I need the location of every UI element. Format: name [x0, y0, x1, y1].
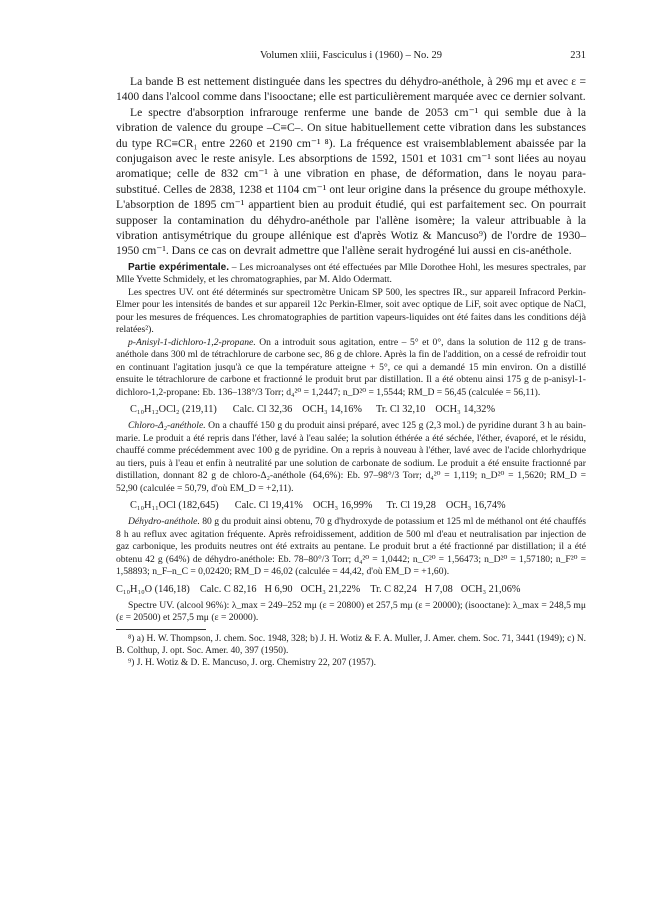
- found-value: Tr. Cl 32,10: [375, 404, 426, 416]
- prep-text-1: On a introduit sous agitation, entre – 5° et 0°, dans la solution de 112 g de trans-anéthole dans 300 ml de tétrachlorure de carbone sec, 86 g de chlore. Après la fin de l'addition, on a cessé de refroidir tout en continuant l'agitation jusqu'à ce que la température atteigne + 5°, ce qui a demandé 15 min environ. On a distillé ensuite le tétrachlorure de carbone et fractionné le produit brut par distillation. Il a été obtenu ainsi 175 g de p-anisyl-1-dichloro-1,2-propane: Eb. 136–138°/3 Torr; d₄²⁰ = 1,2447; n_D²⁰ = 1,5544; RM_D = 56,45 (calculée = 56,11).: [116, 336, 586, 398]
- prep-paragraph-2: [116, 420, 586, 495]
- found-value: OCH₃ 16,74%: [445, 500, 506, 512]
- analysis-line-1: [116, 401, 586, 418]
- calc-value: OCH₃ 21,22%: [300, 583, 361, 595]
- footnote-8: ⁸) a) H. W. Thompson, J. chem. Soc. 1948, 328; b) J. H. Wotiz & F. A. Muller, J. Amer. chem. Soc. 71, 3441 (1949); c) N. B. Colthup, J. opt. Soc. Amer. 40, 397 (1950).: [116, 633, 586, 657]
- found-value: OCH₃ 21,06%: [460, 583, 521, 595]
- footnotes: [116, 633, 586, 670]
- page-number: 231: [570, 50, 586, 61]
- formula: C₁₀H₁₁OCl (182,645): [130, 500, 219, 512]
- analysis-line-3: [116, 581, 586, 598]
- uv-spectrum-paragraph: Spectre UV. (alcool 96%): λ_max = 249–252 mμ (ε = 20800) et 257,5 mμ (ε = 20000); (isooctane): λ_max = 248,5 mμ (ε = 20500) et 257,5 mμ (ε = 20000).: [116, 599, 586, 624]
- footnote-divider: [116, 629, 206, 630]
- found-value: Tr. C 82,24: [370, 583, 417, 595]
- section-heading: Partie expérimentale.: [128, 261, 230, 273]
- running-header: [116, 50, 586, 68]
- instruments-paragraph: Les spectres UV. ont été déterminés sur spectromètre Unicam SP 500, les spectres IR., sur appareil Infracord Perkin-Elmer pour les intensités de bandes et sur appareil 12c Perkin-Elmer, soit avec optique de LiF, soit avec optique de NaCl, pour les mesures de fréquences. Les chromatographies de partition vapeurs-liquides ont été faites dans les conditions déjà relatées²).: [116, 286, 586, 336]
- running-title: Volumen xliii, Fasciculus i (1960) – No. 29: [259, 50, 443, 61]
- intro-text: – Les microanalyses ont été effectuées par Mlle Dorothee Hohl, les mesures spectrales, par Mlle Yvette Schmidely, et les chromatographies, par M. Aldo Odermatt.: [116, 261, 587, 286]
- analysis-line-2: [116, 497, 586, 514]
- experimental-intro: [116, 262, 586, 287]
- prep-text-2: On a chauffé 150 g du produit ainsi préparé, avec 125 g (2,3 mol.) de pyridine durant 3 h au bain-marie. Le produit a été repris dans l'éther, lavé à l'eau salée; la solution éthérée a été séchée, l'éther, évaporé, et le résidu, chauffé comme précédemment avec 100 g de pyridine. On a repris à nouveau à l'éther, lavé avec de l'acide chlorhydrique au tiers, puis à l'eau et enfin à neutralité par une solution de carbonate de sodium. Le produit a été ensuite fractionné par distillation, donnant 82 g de chloro-Δ₂-anéthole (64,6%): Eb. 97–98°/3 Torr; d₄²⁰ = 1,119; n_D²⁰ = 1,5620; RM_D = 52,90 (calculée = 50,79, d'où EM_D = +2,11).: [116, 420, 586, 494]
- footnote-9: ⁹) J. H. Wotiz & D. E. Mancuso, J. org. Chemistry 22, 207 (1957).: [128, 658, 376, 669]
- body-paragraph-1: La bande B est nettement distinguée dans les spectres du déhydro-anéthole, à 296 mμ et avec ε = 1400 dans l'alcool comme dans l'isooctane; elle est particulièrement marquée avec ce dernier solvant.: [116, 75, 586, 104]
- found-value: Tr. Cl 19,28: [386, 500, 436, 512]
- formula: C₁₀H₁₂OCl₂ (219,11): [130, 404, 217, 416]
- calc-value: OCH₃ 14,16%: [302, 404, 362, 416]
- calc-value: Calc. Cl 19,41%: [234, 500, 303, 512]
- prep-paragraph-1: [116, 337, 586, 400]
- prep-text-3: 80 g du produit ainsi obtenu, 70 g d'hydroxyde de potassium et 125 ml de méthanol ont été chauffés 8 h au reflux avec agitation fréquente. Après refroidissement, addition de 500 ml d'eau et neutralisation par injection de gaz carbonique, les produits neutres ont été extraits au pentane. Le produit brut a été fractionné par distillation; il a été obtenu 42 g (64%) de déhydro-anéthole: Eb. 78–80°/3 Torr; d₄²⁰ = 1,0442; n_C²⁰ = 1,56473; n_D²⁰ = 1,57180; n_F²⁰ = 1,58893; n_F–n_C = 0,02420; RM_D = 46,02 (calculée = 44,42, d'où EM_D = +1,60).: [116, 516, 586, 578]
- formula: C₁₀H₁₀O (146,18): [116, 583, 190, 595]
- experimental-section: [116, 262, 586, 625]
- compound-name-1: p-Anisyl-1-dichloro-1,2-propane.: [128, 336, 256, 348]
- discussion-section: [116, 74, 586, 259]
- found-value: OCH₃ 14,32%: [435, 404, 496, 416]
- compound-name-3: Déhydro-anéthole.: [128, 516, 200, 528]
- journal-page: [116, 50, 586, 670]
- calc-value: Calc. C 82,16: [199, 583, 257, 595]
- compound-name-2: Chloro-Δ₂-anéthole.: [128, 420, 206, 432]
- prep-paragraph-3: [116, 516, 586, 579]
- calc-value: OCH₃ 16,99%: [312, 500, 373, 512]
- calc-value: Calc. Cl 32,36: [232, 404, 293, 416]
- found-value: H 7,08: [424, 583, 453, 595]
- body-paragraph-2: Le spectre d'absorption infrarouge renferme une bande de 2053 cm⁻¹ qui semble due à la vibration de valence du groupe –C≡C–. On situe habituellement cette vibration dans les substances du type RC≡CR₁ entre 2260 et 2190 cm⁻¹ ⁸). La fréquence est vraisemblablement abaissée par la conjugaison avec le reste anisyle. Les absorptions de 1592, 1501 et 1031 cm⁻¹ sont liées au noyau aromatique; celle de 832 cm⁻¹ à une vibration en phase, de déformation, dans le noyau para-substitué. Celles de 2838, 1238 et 1104 cm⁻¹ ont leur origine dans la présence du groupe méthoxyle. L'absorption de 1895 cm⁻¹ appartient bien au produit étudié, qui est parfaitement sec. On pourrait supposer la contamination du déhydro-anéthole par l'allène isomère; la valeur attribuable à la vibration antisymétrique du groupe allénique est d'après Wotiz & Mancuso⁹) de l'ordre de 1930–1950 cm⁻¹. Dans ce cas on devrait admettre que l'allène serait hydrogéné lui aussi en cis-anéthole.: [116, 105, 586, 258]
- calc-value: H 6,90: [264, 583, 293, 595]
